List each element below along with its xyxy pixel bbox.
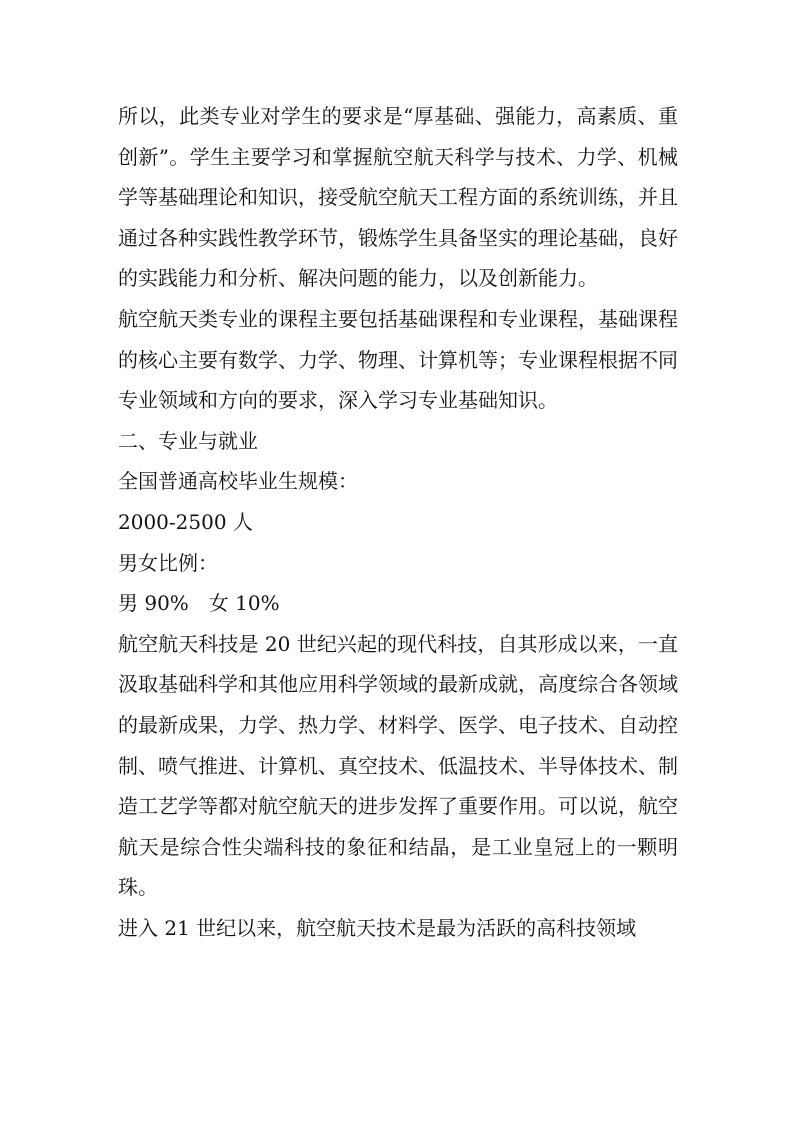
paragraph-21st-century: 进入 21 世纪以来，航空航天技术是最为活跃的高科技领域 [118,915,637,940]
label-graduate-scale: 全国普通高校毕业生规模： [118,469,358,494]
value-graduate-scale: 2000-2500 人 [118,509,253,534]
paragraph-courses: 航空航天类专业的课程主要包括基础课程和专业课程，基础课程的核心主要有数学、力学、物理、计算机等；专业课程根据不同专业领域和方向的要求，深入学习专业基础知识。 [118,306,678,413]
label-gender-ratio: 男女比例： [118,550,218,575]
paragraph-requirements: 所以，此类专业对学生的要求是“厚基础、强能力，高素质、重创新”。学生主要学习和掌握航空航天科学与技术、力学、机械学等基础理论和知识，接受航空航天工程方面的系统训练，并且通过各种实践性教学环节，锻炼学生具备坚实的理论基础，良好的实践能力和分析、解决问题的能力，以及创新能力。 [118,104,678,291]
document-body [118,96,678,948]
section-heading-employment: 二、专业与就业 [118,428,258,453]
paragraph-aerospace-technology: 航空航天科技是 20 世纪兴起的现代科技，自其形成以来，一直汲取基础科学和其他应用科学领域的最新成就，高度综合各领域的最新成果，力学、热力学、材料学、医学、电子技术、自动控制、喷气推进、计算机、真空技术、低温技术、半导体技术、制造工艺学等都对航空航天的进步发挥了重要作用。可以说，航空航天是综合性尖端科技的象征和结晶，是工业皇冠上的一颗明珠。 [118,631,678,900]
value-gender-ratio: 男 90% 女 10% [118,591,280,616]
